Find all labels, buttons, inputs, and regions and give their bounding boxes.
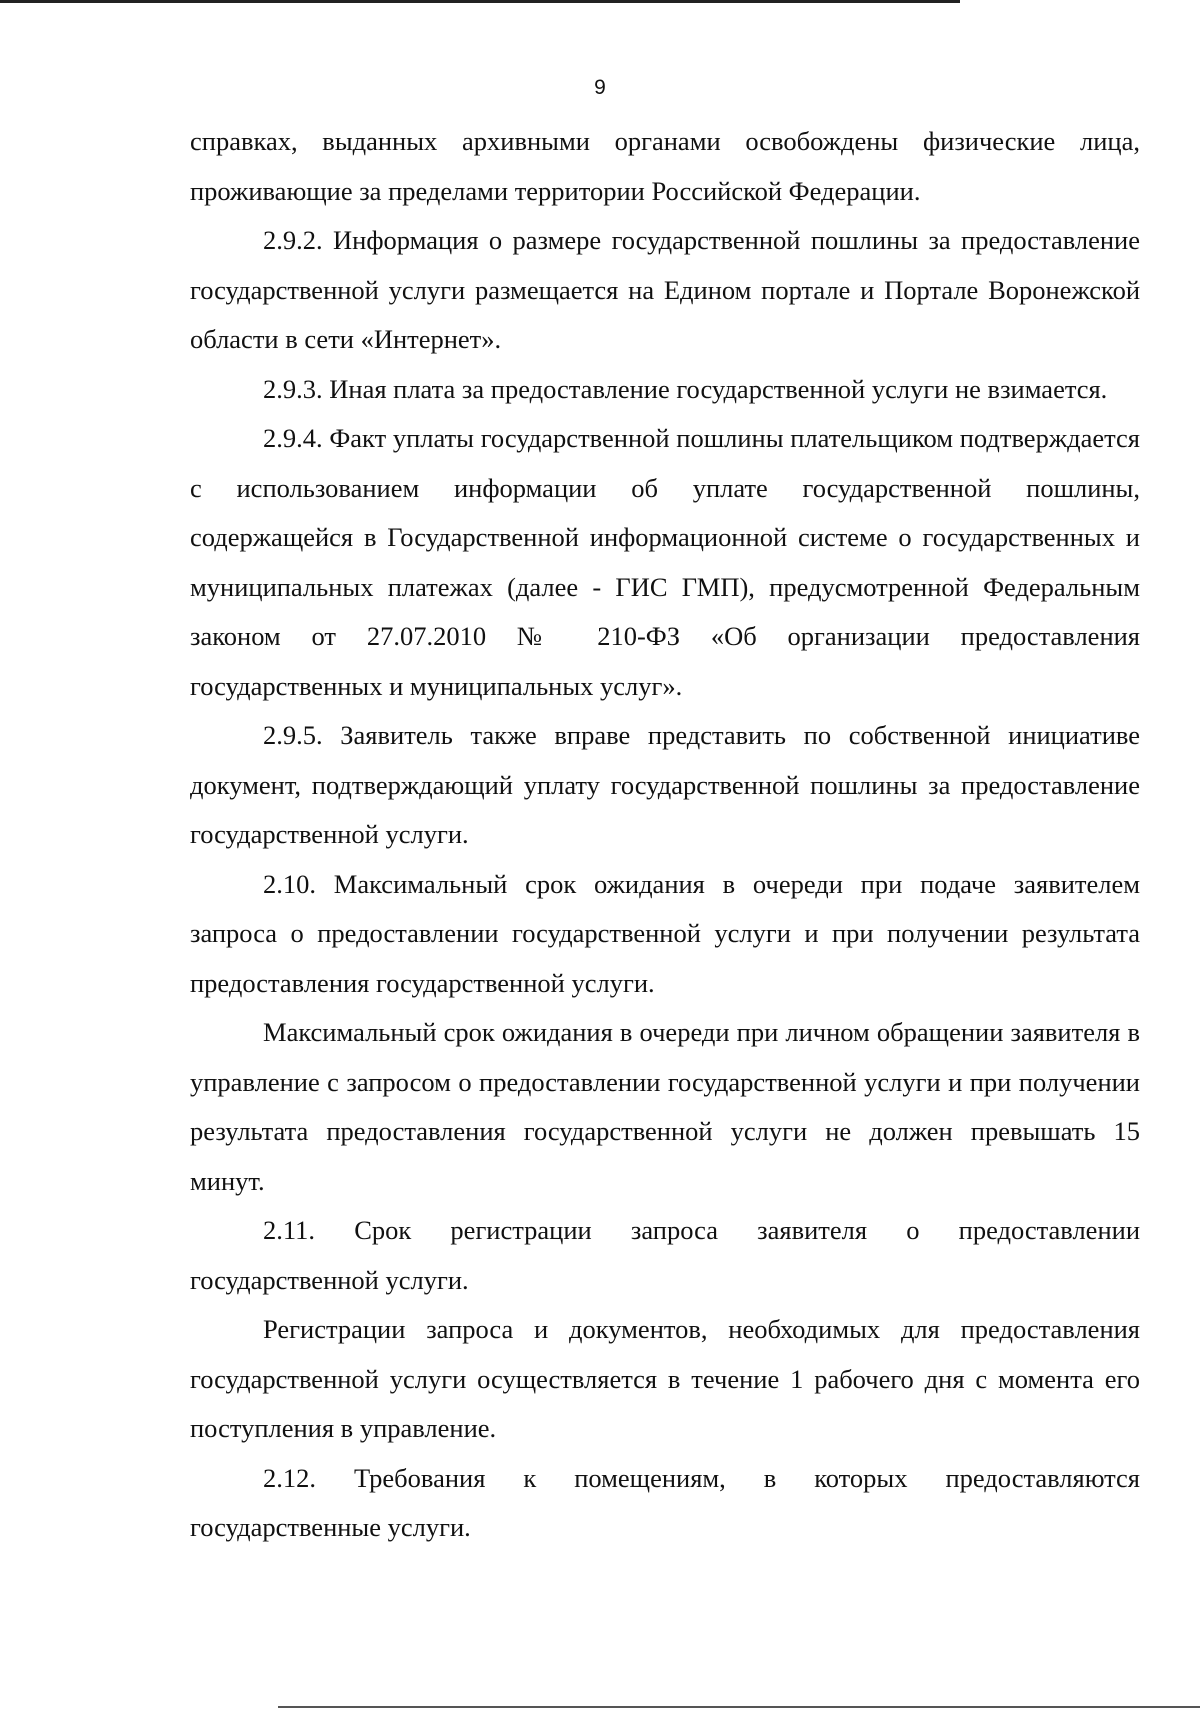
paragraph-2-9-3: 2.9.3. Иная плата за предоставление государственной услуги не взимается. [263, 373, 1108, 404]
paragraph-2-10-waiting-time: Максимальный срок ожидания в очереди при личном обращении заявителя в управление с запросом о предоставлении государственной услуги и при получении результата предоставления государственной услуги не должен превышать 15 минут. [190, 1017, 1140, 1196]
paragraph-2-9-4: 2.9.4. Факт уплаты государственной пошлины плательщиком подтверждается с использованием информации об уплате государственной пошлины, содержащейся в Государственной информационной системе о государственных и муниципальных платежах (далее - ГИС ГМП), предусмотренной Федеральным законом от 27.07.2010 № 210-ФЗ «Об организации предоставления государственных и муниципальных услуг». [190, 423, 1140, 701]
document-body [190, 117, 1140, 1553]
page-number: 9 [594, 76, 606, 99]
paragraph-2-11-registration: Регистрации запроса и документов, необходимых для предоставления государственной услуги осуществляется в течение 1 рабочего дня с момента его поступления в управление. [190, 1314, 1140, 1443]
paragraph-2-10: 2.10. Максимальный срок ожидания в очереди при подаче заявителем запроса о предоставлении государственной услуги и при получении результата предоставления государственной услуги. [190, 868, 1140, 998]
paragraph-2-9-5: 2.9.5. Заявитель также вправе представить по собственной инициативе документ, подтверждающий уплату государственной пошлины за предоставление государственной услуги. [190, 720, 1140, 849]
paragraph-2-9-2: 2.9.2. Информация о размере государственной пошлины за предоставление государственной услуги размещается на Едином портале и Портале Воронежской области в сети «Интернет». [190, 225, 1140, 354]
paragraph-2-11: 2.11. Срок регистрации запроса заявителя о предоставлении государственной услуги. [190, 1215, 1140, 1295]
paragraph-2-12: 2.12. Требования к помещениям, в которых предоставляются государственные услуги. [190, 1462, 1140, 1542]
paragraph-continuation: справках, выданных архивными органами освобождены физические лица, проживающие за пределами территории Российской Федерации. [190, 126, 1140, 206]
scan-top-edge [0, 0, 960, 3]
scan-bottom-edge [278, 1706, 1200, 1708]
